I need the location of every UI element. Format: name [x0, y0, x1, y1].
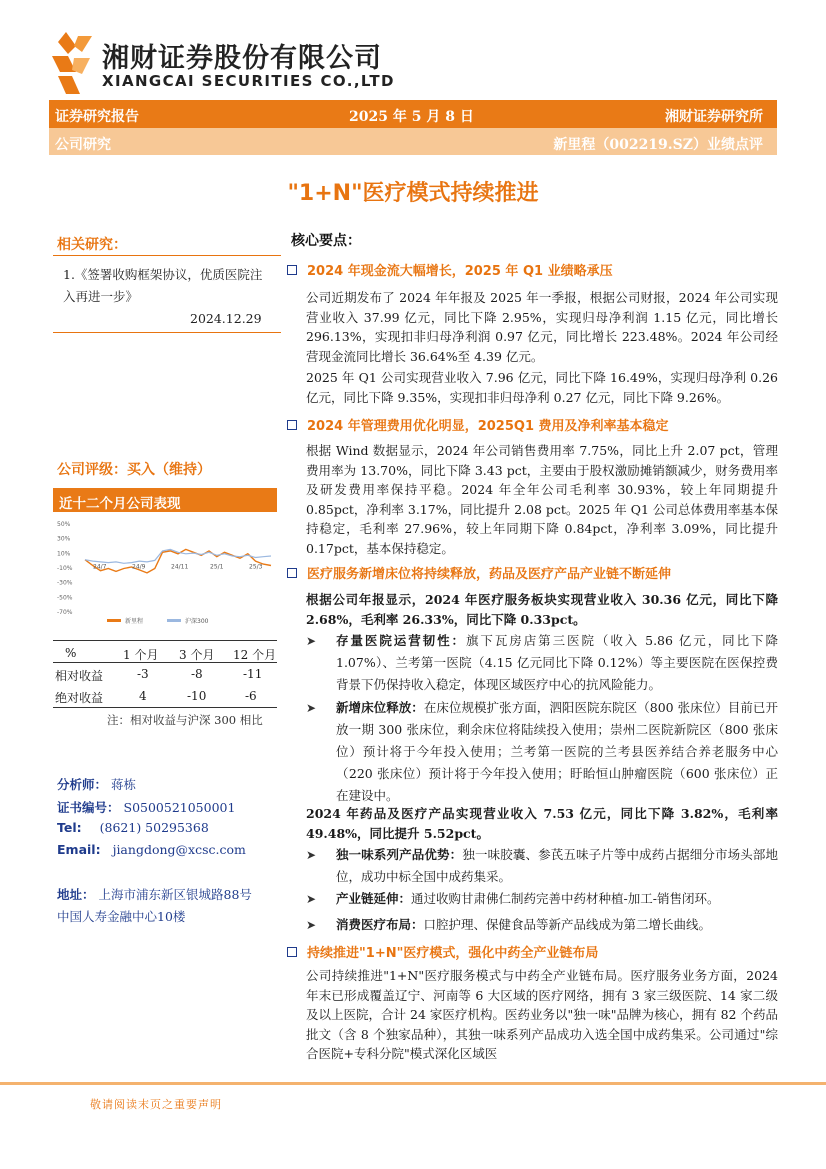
- report-type: 证券研究报告: [55, 109, 139, 125]
- address-label: 地址：: [57, 887, 95, 902]
- checkbox-bullet-icon: [287, 947, 297, 957]
- section-heading-3: 医疗服务新增床位将持续释放，药品及医疗产品产业链不断延伸: [287, 563, 671, 582]
- company-logo: [52, 32, 412, 94]
- arrow-bullet-icon: ➤: [306, 848, 317, 862]
- section-1-paragraph-2: 2025 年 Q1 公司实现营业收入 7.96 亿元，同比下降 16.49%，实现归母净利 0.26 亿元，同比下降 9.35%，实现扣非归母净利 0.27 亿元，同比下降 9.26%。: [306, 370, 778, 405]
- section-2-paragraph: 根据 Wind 数据显示，2024 年公司销售费用率 7.75%，同比上升 2.07 pct，管理费用率为 13.70%，同比下降 3.43 pct，主要由于股权激励摊销额减少，财务费用率及研发费用率保持平稳。2024 年全年公司毛利率 30.93%，较上年同期提升 0.85pct，净利率 3.17%，同比提升 2.08 pct。2025 年 Q1 公司总体费用率基本保持稳定，毛利率 27.96%，较上年同期下降 0.84pct，净利率 3.09%，同比提升 0.17pct，基本保持稳定。: [306, 443, 778, 556]
- section-4-paragraph: 公司持续推进"1+N"医疗服务模式与中药全产业链布局。医疗服务业务方面，2024 年末已形成覆盖辽宁、河南等 6 大区域的医疗网络，拥有 3 家三级医院、14 家二级及以上医院，合计 24 家医疗机构。医药业务以"独一味"品牌为核心，拥有 82 个药品批文（含 8 个独家品种），其独一味系列产品成功入选全国中成药集采。公司通过"综合医院+专科分院"模式深化区域医: [306, 968, 778, 1061]
- address: [57, 884, 287, 928]
- email: [57, 842, 246, 857]
- section-3-paragraph-2: 2024 年药品及医疗产品实现营业收入 7.53 亿元，同比下降 3.82%，毛利率 49.48%，同比提升 5.52pct。: [306, 806, 778, 841]
- x-tick-label: 25/3: [249, 563, 263, 571]
- section-1-paragraph-1: 公司近期发布了 2024 年年报及 2025 年一季报，根据公司财报，2024 年公司实现营业收入 37.99 亿元，同比下降 2.95%，实现归母净利润 1.15 亿元，同比增长 296.13%，实现扣非归母净利润 0.97 亿元，同比增长 223.48%。2024 年公司经营现金流同比增长 36.64%至 4.39 亿元。: [306, 290, 778, 364]
- analyst-label: 分析师：: [57, 777, 108, 792]
- row-value: 4: [139, 689, 147, 703]
- rating-label: 公司评级：买入（维持）: [57, 462, 211, 478]
- y-tick-label: 30%: [57, 535, 71, 543]
- section-3-paragraph-1: 根据公司年报显示，2024 年医疗服务板块实现营业收入 30.36 亿元，同比下降 2.68%，毛利率 26.33%，同比下降 0.33pct。: [306, 592, 778, 627]
- row-value: -11: [243, 667, 263, 681]
- related-rule-bottom: [53, 332, 281, 333]
- legend-label: 新里程: [125, 618, 144, 625]
- logo-icon: [52, 32, 96, 94]
- analyst-name: 蒋栋: [111, 777, 137, 792]
- address-line-2: 中国人寿金融中心10楼: [57, 909, 186, 924]
- header-bar-primary: [49, 100, 777, 128]
- legend-swatch: [107, 619, 121, 622]
- table-row: [53, 685, 277, 707]
- address-line-1: 上海市浦东新区银城路88号: [98, 887, 252, 902]
- y-tick-label: -30%: [57, 579, 73, 587]
- table-header-cell: 1 个月: [123, 648, 159, 662]
- y-tick-label: 10%: [57, 550, 71, 558]
- checkbox-bullet-icon: [287, 265, 297, 275]
- y-tick-label: -10%: [57, 565, 73, 572]
- arrow-bullet-icon: ➤: [306, 634, 317, 648]
- tel-label: Tel:: [57, 820, 82, 835]
- report-subject: 新里程（002219.SZ）业绩点评: [553, 137, 763, 153]
- y-tick-label: -50%: [57, 594, 73, 602]
- arrow-bullet-icon: ➤: [306, 701, 317, 715]
- row-value: -10: [187, 689, 207, 703]
- legend-label: 沪深300: [185, 618, 209, 625]
- cert-number: [57, 798, 235, 816]
- y-tick-label: -70%: [57, 609, 73, 616]
- arrow-bullet-icon: ➤: [306, 918, 317, 932]
- performance-heading: 近十二个月公司表现: [59, 496, 181, 512]
- tel-value: (8621) 50295368: [99, 820, 209, 835]
- table-note: 注：相对收益与沪深 300 相比: [107, 713, 263, 727]
- table-rule-bottom: [53, 707, 277, 708]
- table-header-cell: %: [65, 646, 77, 660]
- related-date: 2024.12.29: [190, 311, 262, 326]
- report-category: 公司研究: [55, 137, 111, 153]
- section-heading-2: 2024 年管理费用优化明显，2025Q1 费用及净利率基本稳定: [287, 415, 669, 434]
- x-tick-label: 25/1: [210, 563, 224, 571]
- page-title: "1+N"医疗模式持续推进: [287, 181, 539, 206]
- related-item[interactable]: 1.《签署收购框架协议，优质医院注入再进一步》: [63, 267, 263, 304]
- row-value: -8: [191, 667, 203, 681]
- table-header-row: [53, 642, 277, 664]
- series-line: [85, 549, 271, 563]
- section-heading-1: 2024 年现金流大幅增长，2025 年 Q1 业绩略承压: [287, 260, 613, 279]
- x-tick-label: 24/9: [132, 563, 146, 571]
- table-header-cell: 12 个月: [233, 648, 277, 662]
- cert-label: 证书编号：: [57, 800, 120, 815]
- row-label: 相对收益: [55, 669, 104, 683]
- row-value: -3: [137, 667, 149, 681]
- arrow-bullet-icon: ➤: [306, 892, 317, 906]
- email-value[interactable]: jiangdong@xcsc.com: [112, 842, 246, 857]
- phone: [57, 820, 209, 835]
- x-tick-label: 24/11: [171, 563, 189, 571]
- performance-chart: [57, 515, 275, 627]
- checkbox-bullet-icon: [287, 568, 297, 578]
- header-bar-secondary: [49, 128, 777, 155]
- institute-name: 湘财证券研究所: [665, 109, 763, 125]
- table-header-cell: 3 个月: [179, 648, 215, 662]
- email-label: Email:: [57, 842, 101, 857]
- core-heading: 核心要点：: [291, 233, 361, 249]
- y-tick-label: 50%: [57, 521, 71, 528]
- legend-swatch: [167, 619, 181, 622]
- analyst: [57, 775, 136, 793]
- row-value: -6: [245, 689, 257, 703]
- footer-disclaimer: 敬请阅读末页之重要声明: [90, 1098, 222, 1111]
- x-tick-label: 24/7: [93, 563, 107, 571]
- row-label: 绝对收益: [55, 691, 104, 705]
- section-heading-4: 持续推进"1+N"医疗模式，强化中药全产业链布局: [287, 942, 598, 961]
- table-rule-top: [53, 640, 277, 641]
- related-rule: [53, 255, 281, 256]
- performance-heading-bar: [53, 488, 277, 512]
- brand-name-cn: 湘财证券股份有限公司: [102, 43, 382, 74]
- footer-rule: [0, 1082, 826, 1085]
- report-date: 2025 年 5 月 8 日: [349, 109, 474, 125]
- checkbox-bullet-icon: [287, 420, 297, 430]
- cert-value: S0500521050001: [123, 800, 236, 815]
- table-row: [53, 663, 277, 685]
- brand-name-en: XIANGCAI SECURITIES CO.,LTD: [102, 72, 395, 90]
- related-heading: 相关研究：: [57, 237, 127, 253]
